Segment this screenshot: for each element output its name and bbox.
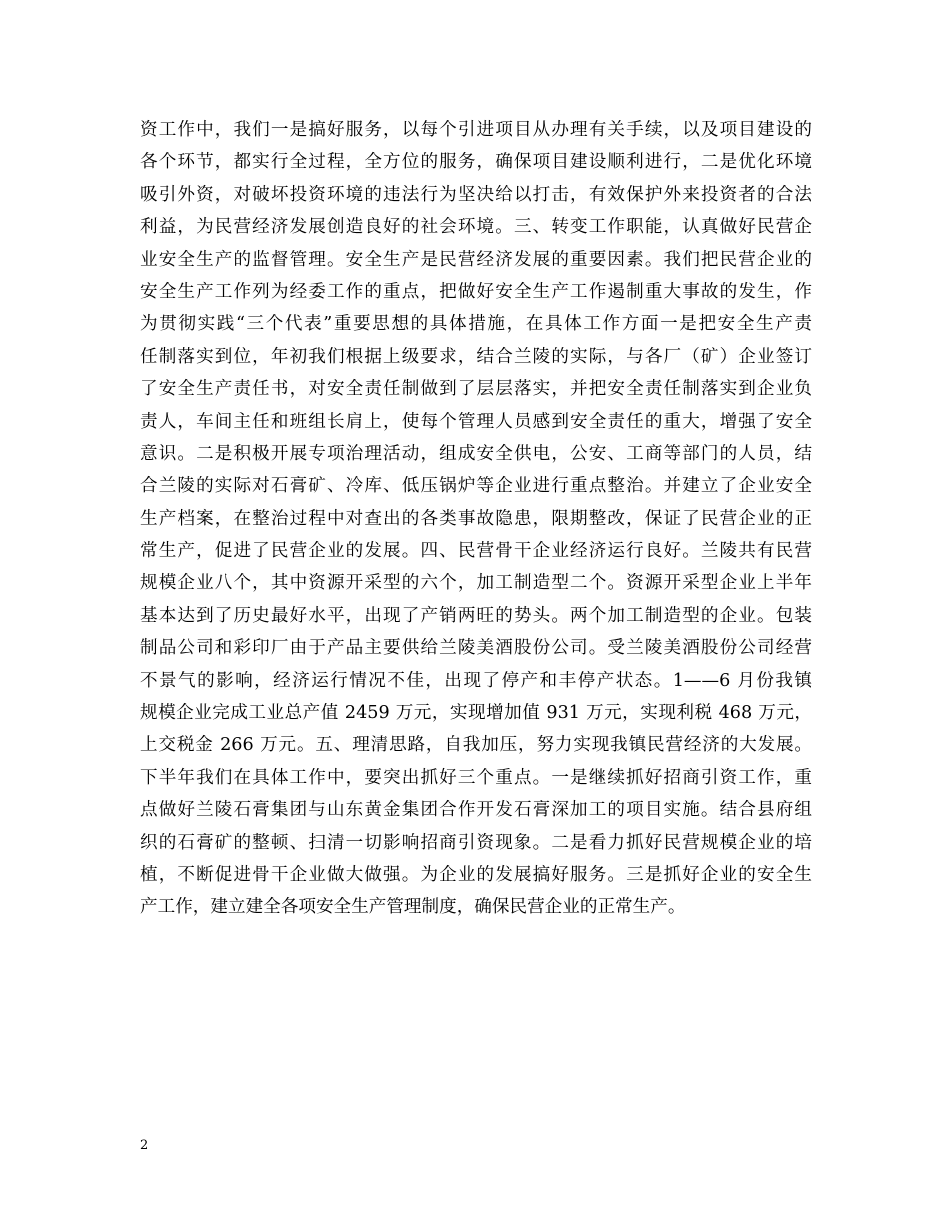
text-line: 点做好兰陵石膏集团与山东黄金集团合作开发石膏深加工的项目实施。结合县府组 (140, 800, 812, 821)
text-line: 为贯彻实践“三个代表”重要思想的具体措施，在具体工作方面一是把安全生产责 (140, 314, 812, 335)
text-line: 资工作中，我们一是搞好服务，以每个引进项目从办理有关手续，以及项目建设的 (140, 120, 812, 140)
text-line: 各个环节，都实行全过程，全方位的服务，确保项目建设顺利进行，二是优化环境 (140, 152, 812, 173)
text-line: 常生产，促进了民营企业的发展。四、民营骨干企业经济运行良好。兰陵共有民营 (140, 541, 812, 562)
text-line: 织的石膏矿的整顿、扫清一切影响招商引资现象。二是看力抓好民营规模企业的培 (140, 832, 812, 853)
text-line: 基本达到了历史最好水平，出现了产销两旺的势头。两个加工制造型的企业。包装 (140, 605, 812, 626)
text-line: 吸引外资，对破坏投资环境的违法行为坚决给以打击，有效保护外来投资者的合法 (140, 184, 812, 205)
text-line: 规模企业八个，其中资源开采型的六个，加工制造型二个。资源开采型企业上半年 (140, 573, 812, 594)
text-line: 利益，为民营经济发展创造良好的社会环境。三、转变工作职能，认真做好民营企 (140, 217, 812, 238)
text-line: 上交税金 266 万元。五、理清思路，自我加压，努力实现我镇民营经济的大发展。 (140, 735, 812, 756)
text-line: 安全生产工作列为经委工作的重点，把做好安全生产工作遏制重大事故的发生，作 (140, 281, 812, 302)
text-line: 不景气的影响，经济运行情况不佳，出现了停产和丰停产状态。1——6 月份我镇 (140, 670, 812, 691)
text-line: 了安全生产责任书，对安全责任制做到了层层落实，并把安全责任制落实到企业负 (140, 379, 812, 400)
text-line: 制品公司和彩印厂由于产品主要供给兰陵美酒股份公司。受兰陵美酒股份公司经营 (140, 638, 812, 659)
text-line: 任制落实到位，年初我们根据上级要求，结合兰陵的实际，与各厂（矿）企业签订 (140, 346, 812, 367)
text-line: 下半年我们在具体工作中，要突出抓好三个重点。一是继续抓好招商引资工作，重 (140, 767, 812, 788)
text-line: 责人，车间主任和班组长肩上，使每个管理人员感到安全责任的重大，增强了安全 (140, 411, 812, 432)
body-text (140, 114, 812, 924)
text-line: 合兰陵的实际对石膏矿、冷库、低压锅炉等企业进行重点整治。并建立了企业安全 (140, 476, 812, 497)
text-line: 生产档案，在整治过程中对查出的各类事故隐患，限期整改，保证了民营企业的正 (140, 508, 812, 529)
text-line: 规模企业完成工业总产值 2459 万元，实现增加值 931 万元，实现利税 468 万元， (140, 703, 812, 724)
text-line: 意识。二是积极开展专项治理活动，组成安全供电，公安、工商等部门的人员，结 (140, 443, 812, 464)
page-number: 2 (140, 1138, 149, 1153)
text-line: 业安全生产的监督管理。安全生产是民营经济发展的重要因素。我们把民营企业的 (140, 249, 812, 270)
text-line: 产工作，建立建全各项安全生产管理制度，确保民营企业的正常生产。 (140, 897, 686, 918)
text-line: 植，不断促进骨干企业做大做强。为企业的发展搞好服务。三是抓好企业的安全生 (140, 864, 812, 885)
